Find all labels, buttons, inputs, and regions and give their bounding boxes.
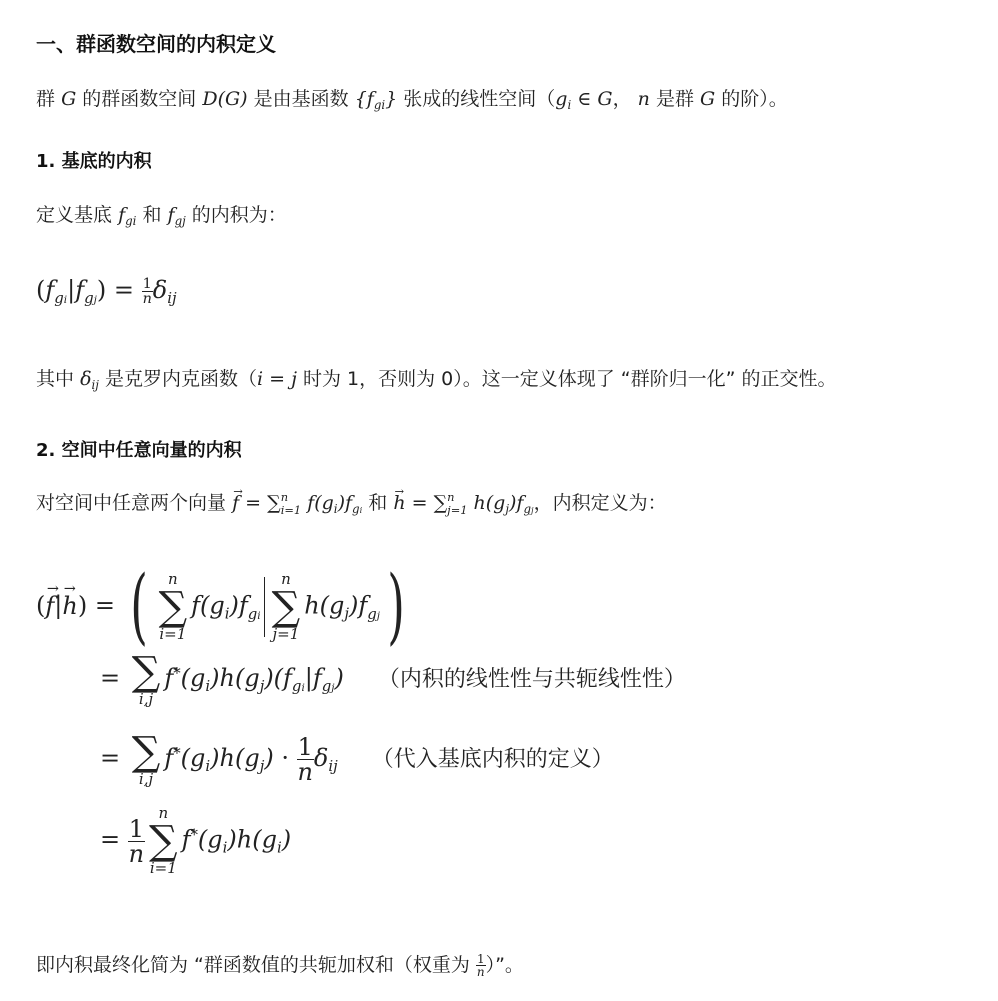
text: 和 — [142, 204, 162, 226]
text: ，内积定义为： — [533, 492, 667, 514]
text: 是克罗内克函数（ — [104, 368, 257, 390]
math-G: G — [61, 88, 77, 110]
math-n: n — [637, 88, 650, 110]
text: 是由基函数 — [253, 88, 349, 110]
math-f-vector-def: → f = ∑ n i=1 $f(g_i)f_{gi}$ — [232, 492, 362, 514]
math-G: G — [700, 88, 716, 110]
fraction-1-over-n: $\frac{1}{n}$ — [142, 275, 152, 307]
math-delta-ij: $\delta_{ij}$ — [80, 368, 99, 393]
math-gi: $g_i$ — [555, 88, 572, 113]
math-basis: $\{f_{gi}\}$ — [354, 88, 398, 113]
derivation-line-2: = ∑ i,j $f^*(g_i)h(g_j)(f_{gi}|f_{gj})$ （内积的线性性与共轭线性性） — [100, 649, 686, 708]
basis-inner-product-formula: $(f_{gi}|f_{gj})$ = $\frac{1}{n}$ $\delta_{ij}$ — [36, 275, 177, 308]
derivation-line-3: = ∑ i,j $f^*(g_i)h(g_j)$ · $\frac{1}{n}$ $\delta_{ij}$ （代入基底内积的定义） — [100, 729, 614, 788]
math-DG: D(G) — [202, 88, 248, 110]
section-heading-1: 1. 基底的内积 — [36, 151, 152, 172]
page-title: 一、群函数空间的内积定义 — [36, 32, 276, 56]
math-f-gi: $f_{gi}$ — [118, 204, 137, 229]
text: 是群 — [655, 88, 694, 110]
derivation-line-1: (→ f|→ h) = ( n ∑ i=1 $f(g_i)f_{gi}$ n ∑ j=1 $h(g_j)f_{gj}$) — [36, 566, 412, 648]
section1-lead — [36, 200, 287, 228]
text: 对空间中任意两个向量 — [36, 492, 227, 514]
conclusion — [36, 950, 524, 978]
math-f-gj: $f_{gj}$ — [167, 204, 186, 229]
text: 时为 1，否则为 0）。这一定义体现了 “群阶归一化” 的正交性。 — [303, 368, 837, 390]
text: 的群函数空间 — [82, 88, 197, 110]
fraction-1-over-n: $\frac{1}{n}$ — [476, 952, 485, 979]
derivation-note-substitute: （代入基底内积的定义） — [371, 747, 614, 772]
derivation-line-4: = $\frac{1}{n}$ n ∑ i=1 $f^*(g_i)h(g_i)$ — [100, 804, 292, 877]
intro-paragraph — [36, 84, 788, 112]
text: 的内积为： — [191, 204, 287, 226]
derivation-note-linearity: （内积的线性性与共轭线性性） — [377, 667, 686, 692]
kronecker-note — [36, 364, 837, 392]
text: 定义基底 — [36, 204, 113, 226]
section-heading-2: 2. 空间中任意向量的内积 — [36, 440, 242, 461]
text: 其中 — [36, 368, 75, 390]
text: 和 — [368, 492, 388, 514]
text: 的阶）。 — [721, 88, 788, 110]
text: ）”。 — [485, 954, 524, 976]
math-i-eq-j: i = j — [257, 368, 297, 390]
math-in-G: ∈ G — [577, 88, 613, 110]
math-h-vector-def: → h = ∑ n j=1 $h(g_j)f_{gj}$ — [393, 492, 533, 514]
section2-lead — [36, 488, 667, 517]
text: 即内积最终化简为 “群函数值的共轭加权和（权重为 — [36, 954, 470, 976]
text: ， — [612, 88, 632, 110]
text: 张成的线性空间（ — [403, 88, 556, 110]
text: 群 — [36, 88, 56, 110]
